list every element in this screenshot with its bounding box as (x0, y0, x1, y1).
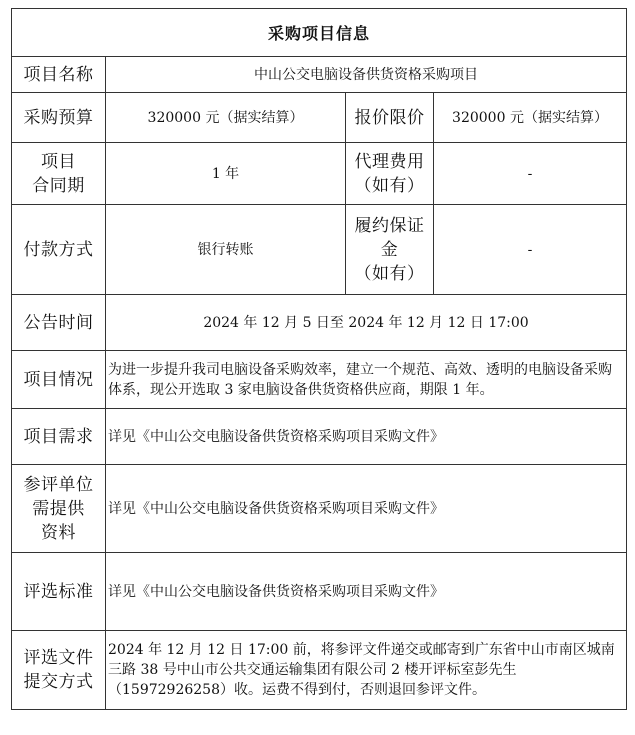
deposit-label-line1: 履约保证 (354, 215, 425, 236)
announcement-time-label: 公告时间 (12, 295, 106, 351)
required-materials-label-line1: 参评单位 (23, 474, 94, 495)
agency-fee-label-line2: （如有） (354, 175, 425, 196)
submission-method-value: 2024 年 12 月 12 日 17:00 前，将参评文件递交或邮寄到广东省中山市南区城南三路 38 号中山市公共交通运输集团有限公司 2 楼开评标室彭先生（15972926258）收。运费不得到付，否则退回参评文件。 (106, 631, 627, 710)
project-situation-value: 为进一步提升我司电脑设备采购效率，建立一个规范、高效、透明的电脑设备采购体系，现公开选取 3 家电脑设备供货资格供应商，期限 1 年。 (106, 351, 627, 409)
row-project-requirements (12, 409, 627, 465)
agency-fee-value: - (434, 143, 627, 205)
procurement-info-table (11, 8, 627, 710)
evaluation-criteria-value: 详见《中山公交电脑设备供货资格采购项目采购文件》 (106, 553, 627, 631)
table-title: 采购项目信息 (12, 9, 627, 57)
row-submission-method (12, 631, 627, 710)
submission-method-label-line1: 评选文件 (23, 648, 94, 668)
price-limit-label: 报价限价 (346, 93, 434, 143)
contract-period-label (12, 143, 106, 205)
row-project-name (12, 57, 627, 93)
required-materials-label-line3: 资料 (41, 522, 76, 543)
row-announcement-time (12, 295, 627, 351)
evaluation-criteria-label: 评选标准 (12, 553, 106, 631)
deposit-label-line2: 金 (380, 239, 399, 260)
project-requirements-label: 项目需求 (12, 409, 106, 465)
contract-period-label-line2: 合同期 (32, 175, 85, 196)
row-project-situation (12, 351, 627, 409)
submission-method-label (12, 631, 106, 710)
required-materials-label-line2: 需提供 (32, 498, 85, 519)
budget-value: 320000 元（据实结算） (106, 93, 346, 143)
row-contract-period (12, 143, 627, 205)
required-materials-value: 详见《中山公交电脑设备供货资格采购项目采购文件》 (106, 465, 627, 553)
row-payment (12, 205, 627, 295)
price-limit-value: 320000 元（据实结算） (434, 93, 627, 143)
row-budget (12, 93, 627, 143)
deposit-value: - (434, 205, 627, 295)
contract-period-label-line1: 项目 (41, 151, 76, 172)
required-materials-label (12, 465, 106, 553)
project-name-label: 项目名称 (12, 57, 106, 93)
project-requirements-value: 详见《中山公交电脑设备供货资格采购项目采购文件》 (106, 409, 627, 465)
project-situation-label: 项目情况 (12, 351, 106, 409)
contract-period-value: 1 年 (106, 143, 346, 205)
announcement-time-value: 2024 年 12 月 5 日至 2024 年 12 月 12 日 17:00 (106, 295, 627, 351)
agency-fee-label-line1: 代理费用 (354, 151, 425, 172)
title-row (12, 9, 627, 57)
budget-label: 采购预算 (12, 93, 106, 143)
deposit-label-line3: （如有） (354, 263, 425, 284)
row-required-materials (12, 465, 627, 553)
agency-fee-label (346, 143, 434, 205)
payment-label: 付款方式 (12, 205, 106, 295)
row-evaluation-criteria (12, 553, 627, 631)
project-name-value: 中山公交电脑设备供货资格采购项目 (106, 57, 627, 93)
deposit-label (346, 205, 434, 295)
submission-method-label-line2: 提交方式 (23, 672, 94, 692)
payment-value: 银行转账 (106, 205, 346, 295)
